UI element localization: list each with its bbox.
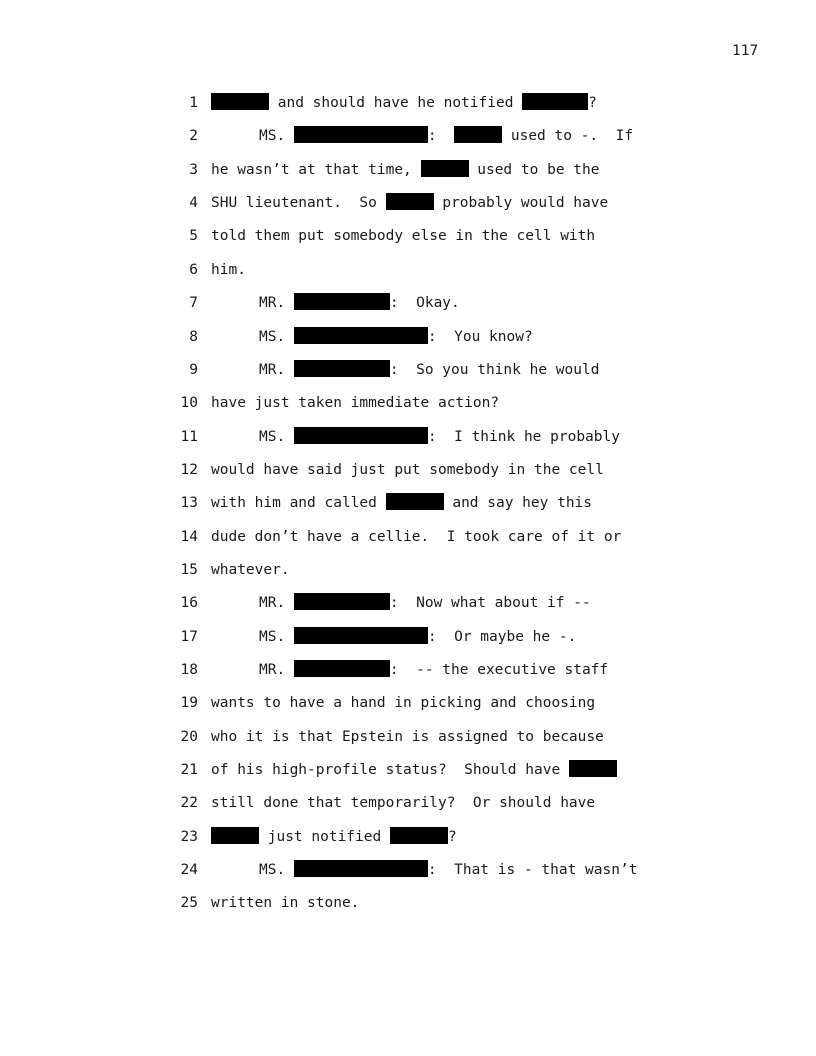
line-number: 18 xyxy=(180,662,198,678)
line-text xyxy=(259,627,576,647)
line-text xyxy=(259,293,460,313)
text-segment: : That is - that wasn’t xyxy=(427,862,638,879)
line-text xyxy=(211,93,597,113)
line-text xyxy=(259,427,620,447)
line-number: 12 xyxy=(180,461,198,478)
line-text xyxy=(211,560,290,580)
line-number: 20 xyxy=(180,728,198,745)
line-number: 9 xyxy=(189,361,198,378)
redaction-block xyxy=(386,193,434,210)
line-number: 4 xyxy=(189,195,198,212)
line-number: 24 xyxy=(180,862,198,879)
line-number: 11 xyxy=(180,428,198,445)
text-segment: : So you think he would xyxy=(389,361,600,378)
line-text xyxy=(259,327,533,347)
line-text xyxy=(259,860,637,880)
text-segment: SHU lieutenant. So xyxy=(211,195,386,212)
text-segment: have just taken immediate action? xyxy=(211,395,500,412)
line-text xyxy=(211,727,604,747)
line-text xyxy=(211,260,246,280)
text-segment: : -- the executive staff xyxy=(389,662,609,678)
redaction-block xyxy=(294,660,390,677)
redaction-block xyxy=(294,327,428,344)
redaction-block xyxy=(294,593,390,610)
line-number: 16 xyxy=(180,595,198,612)
text-segment: ? xyxy=(588,95,597,111)
text-segment: MS. xyxy=(259,428,294,445)
line-text xyxy=(211,693,595,713)
redaction-block xyxy=(294,360,390,377)
line-number: 22 xyxy=(180,795,198,812)
text-segment: and should have he notified xyxy=(269,95,523,111)
line-text xyxy=(211,226,595,246)
line-text xyxy=(211,893,359,913)
text-segment: MR. xyxy=(259,662,294,678)
text-segment: ? xyxy=(447,828,457,845)
text-segment: told them put somebody else in the cell with xyxy=(211,228,596,245)
redaction-block xyxy=(386,493,444,510)
line-text xyxy=(259,126,633,146)
line-number: 1 xyxy=(189,95,198,111)
line-number: 25 xyxy=(180,895,198,912)
text-segment: MS. xyxy=(259,862,294,879)
text-segment: would have said just put somebody in the cell xyxy=(211,461,604,478)
page-number: 117 xyxy=(732,43,759,59)
text-segment: MS. xyxy=(259,328,294,345)
line-number: 17 xyxy=(180,628,198,645)
text-segment: MR. xyxy=(259,361,294,378)
text-segment: him. xyxy=(211,261,246,278)
redaction-block xyxy=(522,93,588,110)
line-text xyxy=(211,460,604,480)
line-text xyxy=(259,593,591,613)
text-segment: still done that temporarily? Or should have xyxy=(211,795,596,812)
redaction-block xyxy=(294,427,428,444)
line-number: 10 xyxy=(180,395,198,412)
line-text xyxy=(211,527,621,547)
line-number: 15 xyxy=(180,561,198,578)
text-segment: wants to have a hand in picking and choosing xyxy=(211,695,596,712)
text-segment: dude don’t have a cellie. I took care of it or xyxy=(211,528,622,545)
line-text xyxy=(211,193,608,213)
line-number: 2 xyxy=(189,128,198,145)
line-number: 5 xyxy=(189,228,198,245)
line-number: 14 xyxy=(180,528,198,545)
text-segment: just notified xyxy=(259,828,390,845)
line-text xyxy=(259,360,599,380)
redaction-block xyxy=(454,126,502,143)
text-segment: MS. xyxy=(259,628,294,645)
text-segment: whatever. xyxy=(211,561,290,578)
text-segment: who it is that Epstein is assigned to because xyxy=(211,728,604,745)
text-segment: with him and called xyxy=(211,495,386,512)
line-text xyxy=(211,493,592,513)
text-segment: : You know? xyxy=(427,328,533,345)
text-segment: MR. xyxy=(259,595,294,612)
text-segment: : Okay. xyxy=(389,295,460,312)
text-segment: MR. xyxy=(259,295,294,312)
redaction-block xyxy=(390,827,448,844)
line-number: 13 xyxy=(180,495,198,512)
line-text xyxy=(259,660,608,680)
line-number: 8 xyxy=(189,328,198,345)
line-number: 23 xyxy=(180,828,198,845)
redaction-block xyxy=(211,93,269,110)
text-segment: : Or maybe he -. xyxy=(427,628,577,645)
line-text xyxy=(211,827,457,847)
redaction-block xyxy=(421,160,469,177)
redaction-block xyxy=(211,827,259,844)
line-number: 7 xyxy=(189,295,198,312)
text-segment: : xyxy=(427,128,455,145)
redaction-block xyxy=(294,126,428,143)
text-segment: and say hey this xyxy=(443,495,593,512)
redaction-block xyxy=(569,760,617,777)
text-segment: : I think he probably xyxy=(427,428,620,445)
text-segment: MS. xyxy=(259,128,294,145)
redaction-block xyxy=(294,293,390,310)
redaction-block xyxy=(294,627,428,644)
text-segment: used to -. If xyxy=(502,128,634,145)
line-text xyxy=(211,393,499,413)
redaction-block xyxy=(294,860,428,877)
text-segment: of his high-profile status? Should have xyxy=(211,762,569,778)
text-segment: written in stone. xyxy=(211,895,360,912)
text-segment: used to be the xyxy=(468,161,600,178)
line-number: 21 xyxy=(180,762,198,778)
line-text xyxy=(211,760,617,780)
line-text xyxy=(211,160,599,180)
line-text xyxy=(211,793,595,813)
line-number: 6 xyxy=(189,261,198,278)
text-segment: : Now what about if -- xyxy=(389,595,591,612)
text-segment: he wasn’t at that time, xyxy=(211,161,421,178)
line-number: 3 xyxy=(189,161,198,178)
text-segment: probably would have xyxy=(433,195,609,212)
line-number: 19 xyxy=(180,695,198,712)
